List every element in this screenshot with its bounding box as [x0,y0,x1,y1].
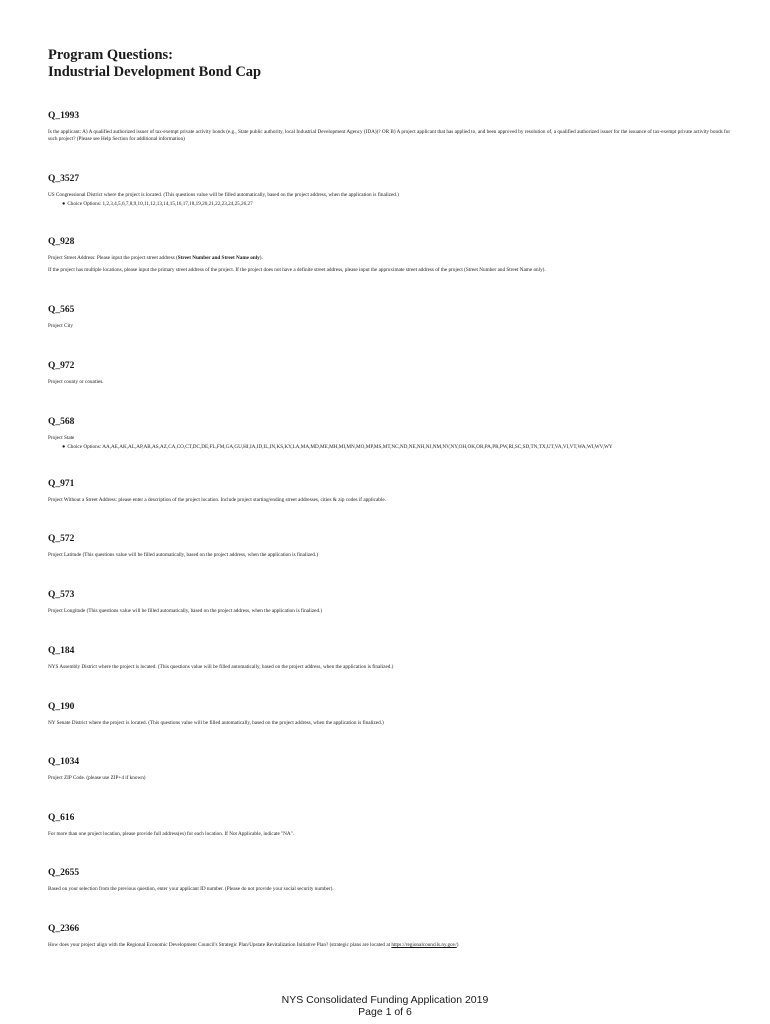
question-id: Q_616 [48,813,75,823]
question-text: For more than one project location, please provide full address(es) for each location. If Not Applicable, indicate "NA". [48,831,295,837]
question-text-start: How does your project align with the Regional Economic Development Council's Strategic Plan/Upstate Revitalization Initiative Plan? (strategic plans are located at [48,942,392,948]
choice-options [62,201,738,208]
question-text-end: ). [259,255,263,261]
question-text: NYS Assembly District where the project is located. (This questions value will be filled automatically, based on the project address, when the application is finalized.) [48,664,394,670]
question-text: NY Senate District where the project is located. (This questions value will be filled automatically, based on the project address, when the application is finalized.) [48,720,384,726]
question-text [48,255,738,262]
question-text: Project Longitude (This questions value will be filled automatically, based on the project address, when the application is finalized.) [48,608,323,614]
page-title [48,47,261,81]
strategic-plans-link[interactable]: https://regionalcouncils.ny.gov/ [391,942,457,948]
question-id: Q_2366 [48,924,80,934]
question-text: US Congressional District where the project is located. (This questions value will be filled automatically, based on the project address, when the application is finalized.) [48,192,399,198]
question-block [48,305,738,330]
question-block [48,479,738,504]
question-text: Project Latitude (This questions value will be filled automatically, based on the project address, when the application is finalized.) [48,552,319,558]
bullet-icon: ● [62,201,66,207]
question-id: Q_2655 [48,868,80,878]
question-text: Based on your selection from the previous question, enter your applicant ID number. (Please do not provide your social security number). [48,886,334,892]
question-text-end: ) [456,942,459,948]
question-text: Project Without a Street Address: please enter a description of the project location. Include project starting/ending street addresses, cities & zip codes if applicable. [48,497,386,503]
question-id: Q_928 [48,237,75,247]
question-text: Project State [48,435,75,441]
question-id: Q_971 [48,479,75,489]
question-id: Q_568 [48,417,75,427]
question-block [48,534,738,559]
question-block [48,924,738,949]
question-id: Q_1034 [48,757,80,767]
question-block [48,868,738,893]
page-footer [0,994,770,1018]
question-block [48,813,738,838]
question-text: Project ZIP Code. (please use ZIP+4 if known) [48,775,146,781]
question-block [48,417,738,451]
question-block [48,174,738,208]
choice-options [62,444,738,451]
question-text [48,942,738,949]
question-id: Q_572 [48,534,75,544]
question-id: Q_190 [48,702,75,712]
question-text: Project City [48,323,73,329]
page-title-line-1: Program Questions: [48,47,173,63]
question-id: Q_565 [48,305,75,315]
choice-options-text: Choice Options: 1,2,3,4,5,6,7,8,9,10,11,12,13,14,15,16,17,18,19,20,21,22,23,24,25,26,27 [67,201,253,207]
footer-page-number: Page 1 of 6 [358,1006,412,1018]
question-block [48,646,738,671]
question-id: Q_184 [48,646,75,656]
question-block [48,237,738,274]
footer-application-name: NYS Consolidated Funding Application 2019 [281,994,489,1006]
page-title-line-2: Industrial Development Bond Cap [48,64,262,80]
question-id: Q_3527 [48,174,80,184]
question-id: Q_972 [48,361,75,371]
question-text: Is the applicant: A) A qualified authorized issuer of tax-exempt private activity bonds (e.g., State public authority, local Industrial Development Agency (IDA))? OR B) A project applicant that has applied to, and been approved by resolution of, a qualified authorized issuer for the issuance of tax-exempt private activity bonds for such project? (Please see Help Section for additional information) [48,129,731,142]
question-text-secondary: If the project has multiple locations, please input the primary street address of the project. If the project does not have a definite street address, please input the approximate street address of the project (Street Number and Street Name only). [48,267,546,273]
question-text-bold: Street Number and Street Name only [177,255,260,261]
question-id: Q_1993 [48,111,80,121]
question-text-start: Project Street Address: Please input the project street address ( [48,255,178,261]
question-block [48,590,738,615]
question-block [48,361,738,386]
choice-options-text: Choice Options: AA,AE,AK,AL,AP,AR,AS,AZ,CA,CO,CT,DC,DE,FL,FM,GA,GU,HI,IA,ID,IL,IN,KS,KY,LA,MA,MD,ME,MH,MI,MN,MO,MP,MS,MT,NC,ND,NE,NH,NJ,NM,NV,NY,OH,OK,OR,PA,PR,PW,RI,SC,SD,TN,TX,UT,VA,VI,VT,WA,WI,WV,WY [67,444,613,450]
question-block [48,702,738,727]
question-block [48,111,738,143]
question-block [48,757,738,782]
bullet-icon: ● [62,444,66,450]
question-text: Project county or counties. [48,379,104,385]
question-id: Q_573 [48,590,75,600]
